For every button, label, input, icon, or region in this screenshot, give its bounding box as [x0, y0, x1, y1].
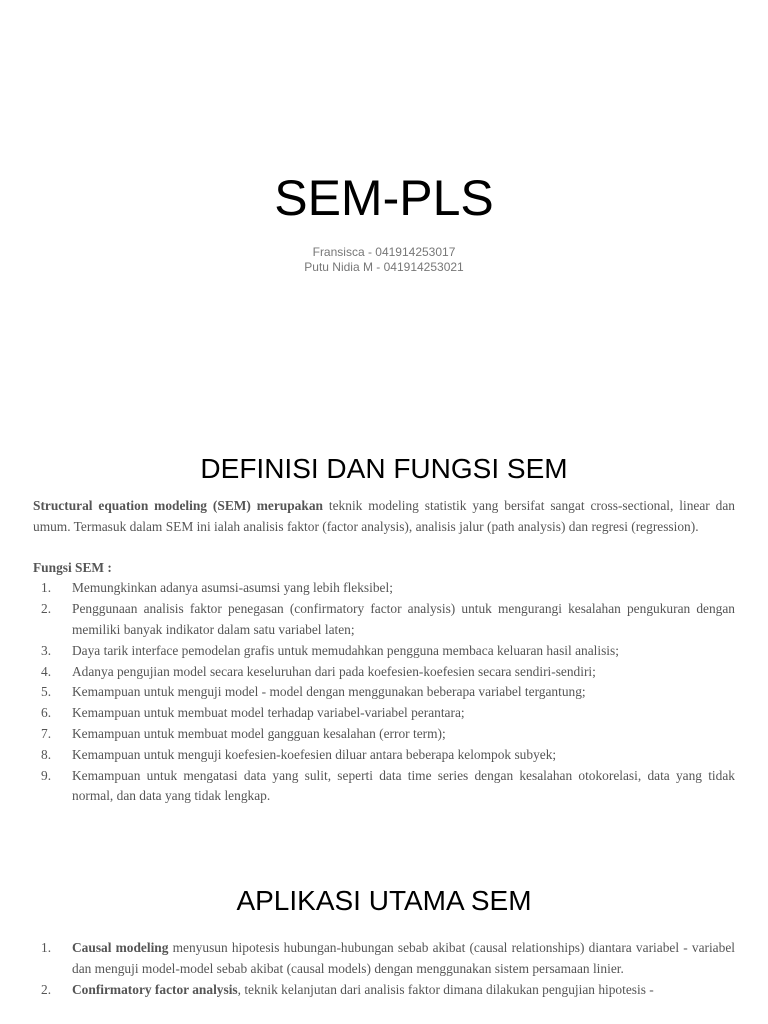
list-item [33, 938, 735, 980]
list-item [33, 662, 735, 683]
list-number: 4. [41, 663, 52, 679]
list-bold-term: Confirmatory factor analysis [72, 981, 238, 997]
definition-bold-lead: Structural equation modeling (SEM) merupakan [33, 498, 323, 513]
fungsi-list [33, 578, 735, 807]
list-item [33, 766, 735, 808]
list-number: 9. [41, 767, 52, 783]
list-text: Daya tarik interface pemodelan grafis untuk memudahkan pengguna membaca keluaran hasil analisis; [72, 642, 619, 658]
definition-paragraph [33, 496, 735, 538]
title-slide [0, 0, 768, 420]
list-number: 2. [41, 601, 52, 617]
document-title: SEM-PLS [274, 170, 494, 226]
list-number: 1. [41, 580, 52, 596]
author-line: Putu Nidia M - 041914253021 [304, 260, 464, 274]
list-number: 1. [41, 940, 52, 955]
list-item [33, 724, 735, 745]
author-line: Fransisca - 041914253017 [312, 245, 456, 259]
list-item [33, 980, 735, 1001]
list-text: Kemampuan untuk membuat model gangguan kesalahan (error term); [72, 725, 446, 741]
list-text: , teknik kelanjutan dari analisis faktor dimana dilakukan pengujian hipotesis - [237, 981, 654, 997]
list-number: 2. [41, 981, 52, 997]
list-item [33, 578, 735, 599]
list-text: menyusun hipotesis hubungan-hubungan sebab akibat (causal relationships) diantara variabel - variabel dan menguji model-model sebab akibat (causal models) dengan menggunakan sistem persamaan linier. [72, 940, 735, 976]
list-text: Kemampuan untuk menguji koefesien-koefesien diluar antara beberapa kelompok subyek; [72, 746, 557, 762]
list-number: 8. [41, 746, 52, 762]
list-text: Adanya pengujian model secara keseluruhan dari pada koefesien-koefesien secara sendiri-sendiri; [72, 663, 596, 679]
list-item [33, 641, 735, 662]
list-item [33, 682, 735, 703]
section-definisi [33, 452, 735, 807]
list-item [33, 599, 735, 641]
list-text: Kemampuan untuk membuat model terhadap variabel-variabel perantara; [72, 705, 465, 721]
section-heading-definisi: DEFINISI DAN FUNGSI SEM [200, 453, 568, 484]
section-aplikasi [33, 884, 735, 1000]
list-bold-term: Causal modeling [72, 940, 169, 955]
list-number: 3. [41, 642, 52, 658]
list-text: Penggunaan analisis faktor penegasan (confirmatory factor analysis) untuk mengurangi kesalahan pengukuran dengan memiliki banyak indikator dalam satu variabel laten; [72, 601, 735, 637]
list-item [33, 703, 735, 724]
aplikasi-list [33, 938, 735, 1000]
list-text: Kemampuan untuk menguji model - model dengan menggunakan beberapa variabel tergantung; [72, 684, 586, 700]
fungsi-title: Fungsi SEM : [33, 559, 112, 575]
list-number: 6. [41, 705, 52, 721]
section-heading-aplikasi: APLIKASI UTAMA SEM [236, 885, 532, 916]
list-number: 5. [41, 684, 52, 700]
list-number: 7. [41, 725, 52, 741]
authors [0, 245, 768, 275]
list-item [33, 745, 735, 766]
definition-text: teknik modeling statistik yang bersifat sangat cross-sectional, linear dan umum. Termasuk dalam SEM ini ialah analisis faktor (factor analysis), analisis jalur (path analysis) dan regresi (regression). [33, 498, 735, 534]
list-text: Memungkinkan adanya asumsi-asumsi yang lebih fleksibel; [72, 580, 393, 596]
list-text: Kemampuan untuk mengatasi data yang sulit, seperti data time series dengan kesalahan otokorelasi, data yang tidak normal, dan data yang tidak lengkap. [72, 767, 735, 804]
